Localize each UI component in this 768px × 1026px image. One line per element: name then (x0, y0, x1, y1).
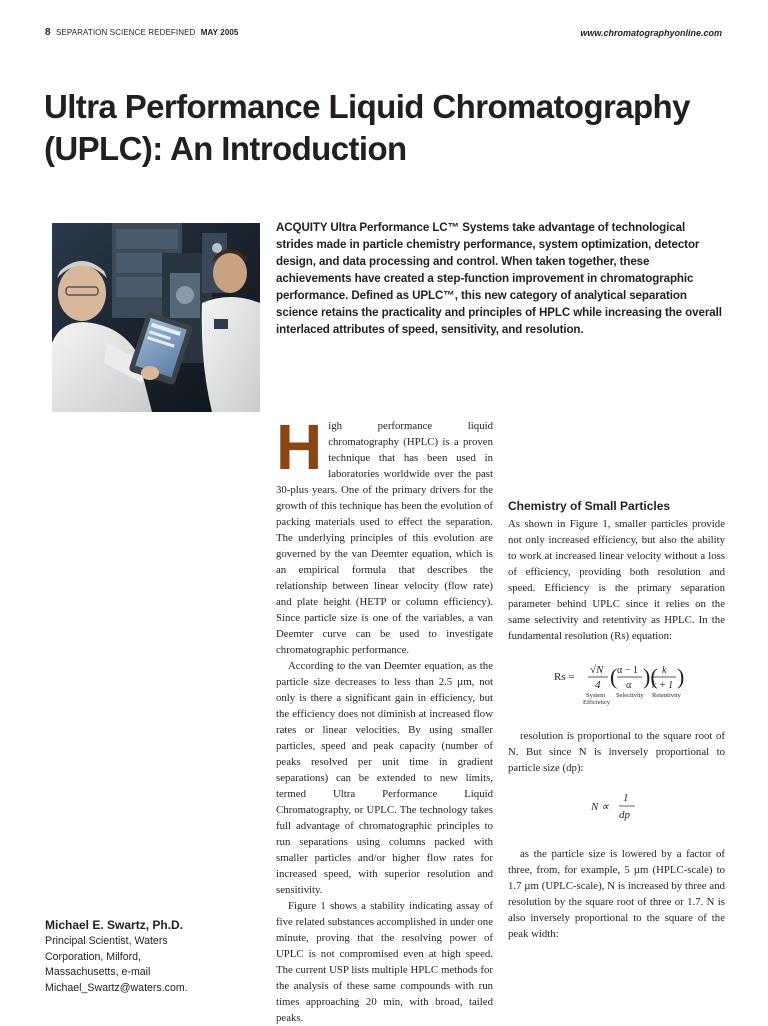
section-small-particles (508, 498, 725, 942)
paragraph-figure-1 (276, 898, 493, 1026)
svg-text:): ) (676, 664, 684, 689)
eq-n-den: dp (618, 809, 630, 821)
eq-label-retentivity: Retentivity (651, 692, 681, 699)
eq-sqrt-n: √N (589, 664, 603, 676)
lab-photo (52, 223, 260, 412)
svg-text:(: ( (609, 664, 617, 689)
article-title (44, 86, 724, 170)
issue-date: MAY 2005 (200, 28, 239, 37)
eq-alpha-num: α − 1 (616, 665, 638, 676)
body-column-1 (276, 411, 493, 1026)
website-link[interactable]: www.chromatographyonline.com (580, 28, 722, 38)
photo-illustration (52, 223, 260, 412)
eq-k-num: k (661, 665, 666, 676)
particle-size-equation (587, 790, 647, 824)
section-heading: Chemistry of Small Particles (508, 499, 671, 513)
eq-label-system: System (585, 692, 605, 699)
eq-n-lhs: N ∝ (590, 801, 609, 813)
author-affiliation-1: Principal Scientist, Waters (45, 935, 168, 947)
resolution-equation (542, 660, 692, 706)
eq-k-den: k + 1 (651, 680, 673, 691)
page-number: 8 (45, 27, 51, 38)
paragraph-efficiency: As shown in Figure 1, smaller particles provide not only increased efficiency, but also the ability to work at increased linear velocity without a loss of efficiency, providing both resolution and speed. Efficiency is the primary separation parameter behind UPLC since it relies on the same selectivity and retentivity as HPLC. In the fundamental resolution (Rs) equation: (508, 518, 725, 642)
publication-name: SEPARATION SCIENCE REDEFINED (56, 28, 196, 37)
drop-cap: H (276, 411, 323, 483)
paragraph-van-deemter: According to the van Deemter equation, as the particle size decreases to less than 2.5 µm, not only is there a significant gain in efficiency, but the efficiency does not diminish at increased flow rates or linear velocities. By using smaller particles, speed and peak capacity (number of peaks resolved per unit time in gradient separations) can be extended to new limits, termed Ultra Performance Liquid Chromatography, or UPLC. The technology takes full advantage of chromatographic principles to run separations using columns packed with smaller particles and/or higher flow rates for increased speed, with superior resolution and sensitivity. (276, 660, 493, 896)
paragraph-intro-text: igh performance liquid chromatography (HPLC) is a proven technique that has been used in laboratories worldwide over the past 30-plus years. One of the primary drivers for the growth of this technique has been the evolution of packing materials used to effect the separation. The underlying principles of this evolution are governed by the van Deemter equation, which is an empirical formula that describes the relationship between linear velocity (flow rate) and plate height (HETP or column efficiency). Since particle size is one of the variables, a van Deemter curve can be used to investigate chromatographic performance. (276, 420, 493, 656)
eq-label-selectivity: Selectivity (615, 692, 644, 699)
paragraph-particle-size: as the particle size is lowered by a factor of three, from, for example, 5 µm (HPLC-scale) to 1.7 µm (UPLC-scale), N is increased by three and resolution by the square root of three or 1.7. N is also inversely proportional to the square of the peak width: (508, 848, 725, 940)
author-affiliation-3: Massachusetts, e-mail (45, 966, 151, 978)
title-line-2: (UPLC): An Introduction (44, 130, 407, 167)
eq-rs-lhs: Rs = (553, 671, 575, 683)
eq-label-efficiency: Efficiency (582, 699, 610, 706)
paragraph-resolution: resolution is proportional to the square root of N. But since N is inversely proportional to particle size (dp): (508, 730, 725, 774)
author-email[interactable]: Michael_Swartz@waters.com. (45, 981, 188, 994)
eq-n-num: 1 (622, 792, 628, 804)
article-abstract: ACQUITY Ultra Performance LC™ Systems take advantage of technological strides made in particle chemistry performance, system optimization, detector design, and data processing and control. When taken together, these achievements have created a step-function improvement in chromatographic performance. Defined as UPLC™, this new category of analytical separation science retains the practicality and principles of HPLC while increasing the overall interlaced attributes of speed, sensitivity, and resolution. (276, 221, 722, 336)
author-block (45, 917, 255, 996)
title-line-1: Ultra Performance Liquid Chromatography (44, 88, 690, 125)
author-affiliation-2: Corporation, Milford, (45, 950, 141, 963)
paragraph-figure-1-text: Figure 1 shows a stability indicating assay of five related substances accomplished in under one minute, proving that the resolving power of UPLC is not compromised even at high speed. The current USP lists multiple HPLC methods for the analysis of these same compounds with run times approaching 20 min, with broad, tailed peaks. (276, 900, 493, 1024)
paragraph-intro (276, 411, 493, 658)
svg-text:)(: )( (642, 664, 658, 689)
eq-alpha-den: α (625, 680, 631, 691)
author-name: Michael E. Swartz, Ph.D. (45, 918, 184, 932)
running-header (45, 27, 238, 38)
eq-four: 4 (594, 679, 600, 691)
